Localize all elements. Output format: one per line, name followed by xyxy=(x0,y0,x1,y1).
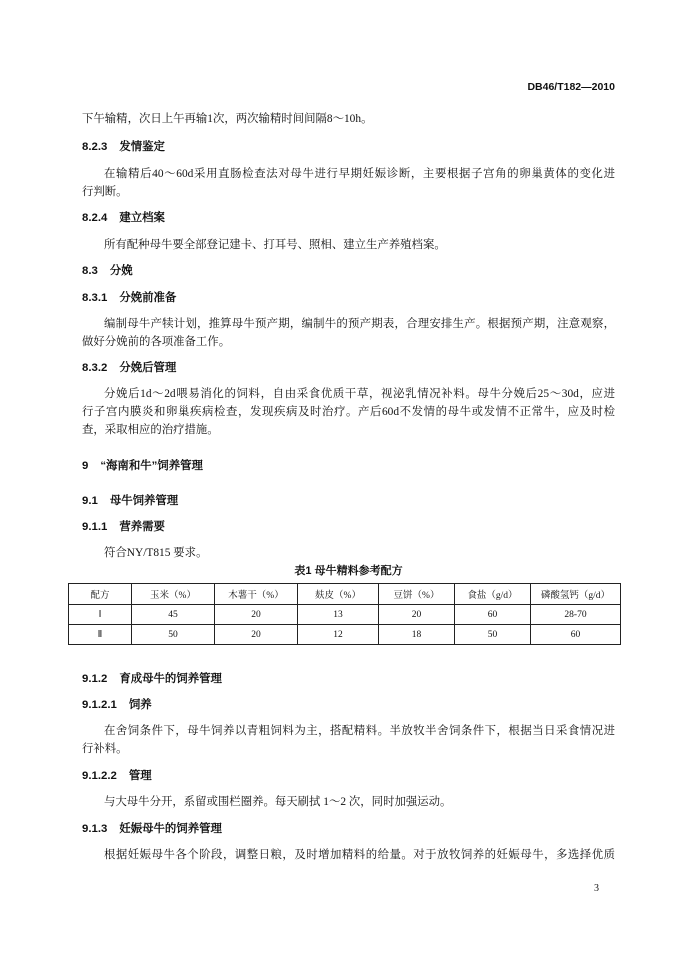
section-number: 8.2.3 xyxy=(82,141,108,153)
section-title: 管理 xyxy=(128,770,152,782)
paragraph-line: 查，采取相应的治疗措施。 xyxy=(82,424,219,436)
section-title: 分娩前准备 xyxy=(119,292,177,304)
paragraph-line: 在舍饲条件下，母牛饲养以青粗饲料为主，搭配精料。半放牧半舍饲条件下，根据当日采食情况进 xyxy=(104,725,615,737)
paragraph-line: 做好分娩前的各项准备工作。 xyxy=(82,336,231,348)
section-title: 育成母牛的饲养管理 xyxy=(119,673,222,685)
table-cell: 45 xyxy=(132,605,215,625)
paragraph-line: 在输精后40～60d采用直肠检查法对母牛进行早期妊娠诊断，主要根据子宫角的卵巢黄体的变化进 xyxy=(104,168,615,180)
table-header-cell: 木薯干（%） xyxy=(215,584,298,605)
section-number: 9.1.2 xyxy=(82,673,108,685)
paragraph-line: 与大母牛分开，系留或围栏圈养。每天刷拭 1～2 次，同时加强运动。 xyxy=(104,796,452,808)
paragraph-line: 分娩后1d～2d喂易消化的饲料，自由采食优质干草，视泌乳情况补料。母牛分娩后25～30d，应进 xyxy=(104,388,615,400)
table-header-cell: 食盐（g/d） xyxy=(455,584,531,605)
section-number: 9.1.3 xyxy=(82,823,108,835)
heading-8-2-4 xyxy=(82,210,165,226)
table-cell: 50 xyxy=(455,625,531,645)
table-cell: 60 xyxy=(531,625,621,645)
paragraph-line: 编制母牛产犊计划，推算母牛预产期，编制牛的预产期表，合理安排生产。根据预产期，注意观察， xyxy=(104,318,615,330)
section-title: 建立档案 xyxy=(119,212,165,224)
heading-8-2-3 xyxy=(82,139,165,155)
paragraph-line: 行子宫内膜炎和卵巢疾病检查，发现疾病及时治疗。产后60d不发情的母牛或发情不正常牛，应及时检 xyxy=(82,406,615,418)
table-header-cell: 豆饼（%） xyxy=(379,584,455,605)
heading-9-1 xyxy=(82,493,178,509)
section-number: 9 xyxy=(82,460,89,472)
section-number: 8.3.1 xyxy=(82,292,108,304)
paragraph-line: 行补料。 xyxy=(82,743,128,755)
section-number: 9.1.1 xyxy=(82,521,108,533)
table-cell: 20 xyxy=(379,605,455,625)
table-cell: Ⅰ xyxy=(69,605,132,625)
section-title: 饲养 xyxy=(128,699,152,711)
heading-8-3-1 xyxy=(82,290,176,306)
heading-9-1-1 xyxy=(82,519,165,535)
table-cell: 20 xyxy=(215,625,298,645)
table-cell: 18 xyxy=(379,625,455,645)
section-title: 营养需要 xyxy=(119,521,165,533)
paragraph-line: 符合NY/T815 要求。 xyxy=(104,547,208,559)
heading-8-3-2 xyxy=(82,360,176,376)
section-title: 母牛饲养管理 xyxy=(109,495,179,507)
table-header-cell: 玉米（%） xyxy=(132,584,215,605)
table-header-row xyxy=(69,584,621,605)
heading-9-1-2-1 xyxy=(82,697,152,713)
paragraph-line: 所有配种母牛要全部登记建卡、打耳号、照相、建立生产养殖档案。 xyxy=(104,239,446,251)
section-number: 8.3 xyxy=(82,265,98,277)
table-cell: 12 xyxy=(298,625,379,645)
table-cell: 28-70 xyxy=(531,605,621,625)
table-cell: 50 xyxy=(132,625,215,645)
continuation-line: 下午输精，次日上午再输1次，两次输精时间间隔8～10h。 xyxy=(82,113,373,125)
table-cell: Ⅱ xyxy=(69,625,132,645)
heading-9 xyxy=(82,458,203,474)
paragraph-line: 根据妊娠母牛各个阶段，调整日粮，及时增加精料的给量。对于放牧饲养的妊娠母牛，多选择优质 xyxy=(104,849,615,861)
page-number: 3 xyxy=(594,883,599,894)
section-title: 发情鉴定 xyxy=(119,141,165,153)
paragraph-line: 行判断。 xyxy=(82,186,128,198)
section-title: “海南和牛”饲养管理 xyxy=(100,460,203,472)
table-header-cell: 磷酸氢钙（g/d） xyxy=(531,584,621,605)
heading-9-1-2 xyxy=(82,671,222,687)
standard-code-header: DB46/T182—2010 xyxy=(527,81,615,93)
section-number: 8.2.4 xyxy=(82,212,108,224)
table-header-cell: 麸皮（%） xyxy=(298,584,379,605)
table-header-cell: 配方 xyxy=(69,584,132,605)
heading-8-3 xyxy=(82,263,133,279)
section-title: 分娩 xyxy=(109,265,133,277)
table-cell: 60 xyxy=(455,605,531,625)
heading-9-1-3 xyxy=(82,821,222,837)
table-row xyxy=(69,605,621,625)
section-number: 9.1 xyxy=(82,495,98,507)
section-title: 分娩后管理 xyxy=(119,362,177,374)
section-number: 9.1.2.1 xyxy=(82,699,117,711)
heading-9-1-2-2 xyxy=(82,768,152,784)
table-cell: 13 xyxy=(298,605,379,625)
table-cell: 20 xyxy=(215,605,298,625)
section-title: 妊娠母牛的饲养管理 xyxy=(119,823,222,835)
feed-formula-table xyxy=(68,583,621,645)
section-number: 9.1.2.2 xyxy=(82,770,117,782)
section-number: 8.3.2 xyxy=(82,362,108,374)
table-caption: 表1 母牛精料参考配方 xyxy=(294,565,403,577)
table-row xyxy=(69,625,621,645)
